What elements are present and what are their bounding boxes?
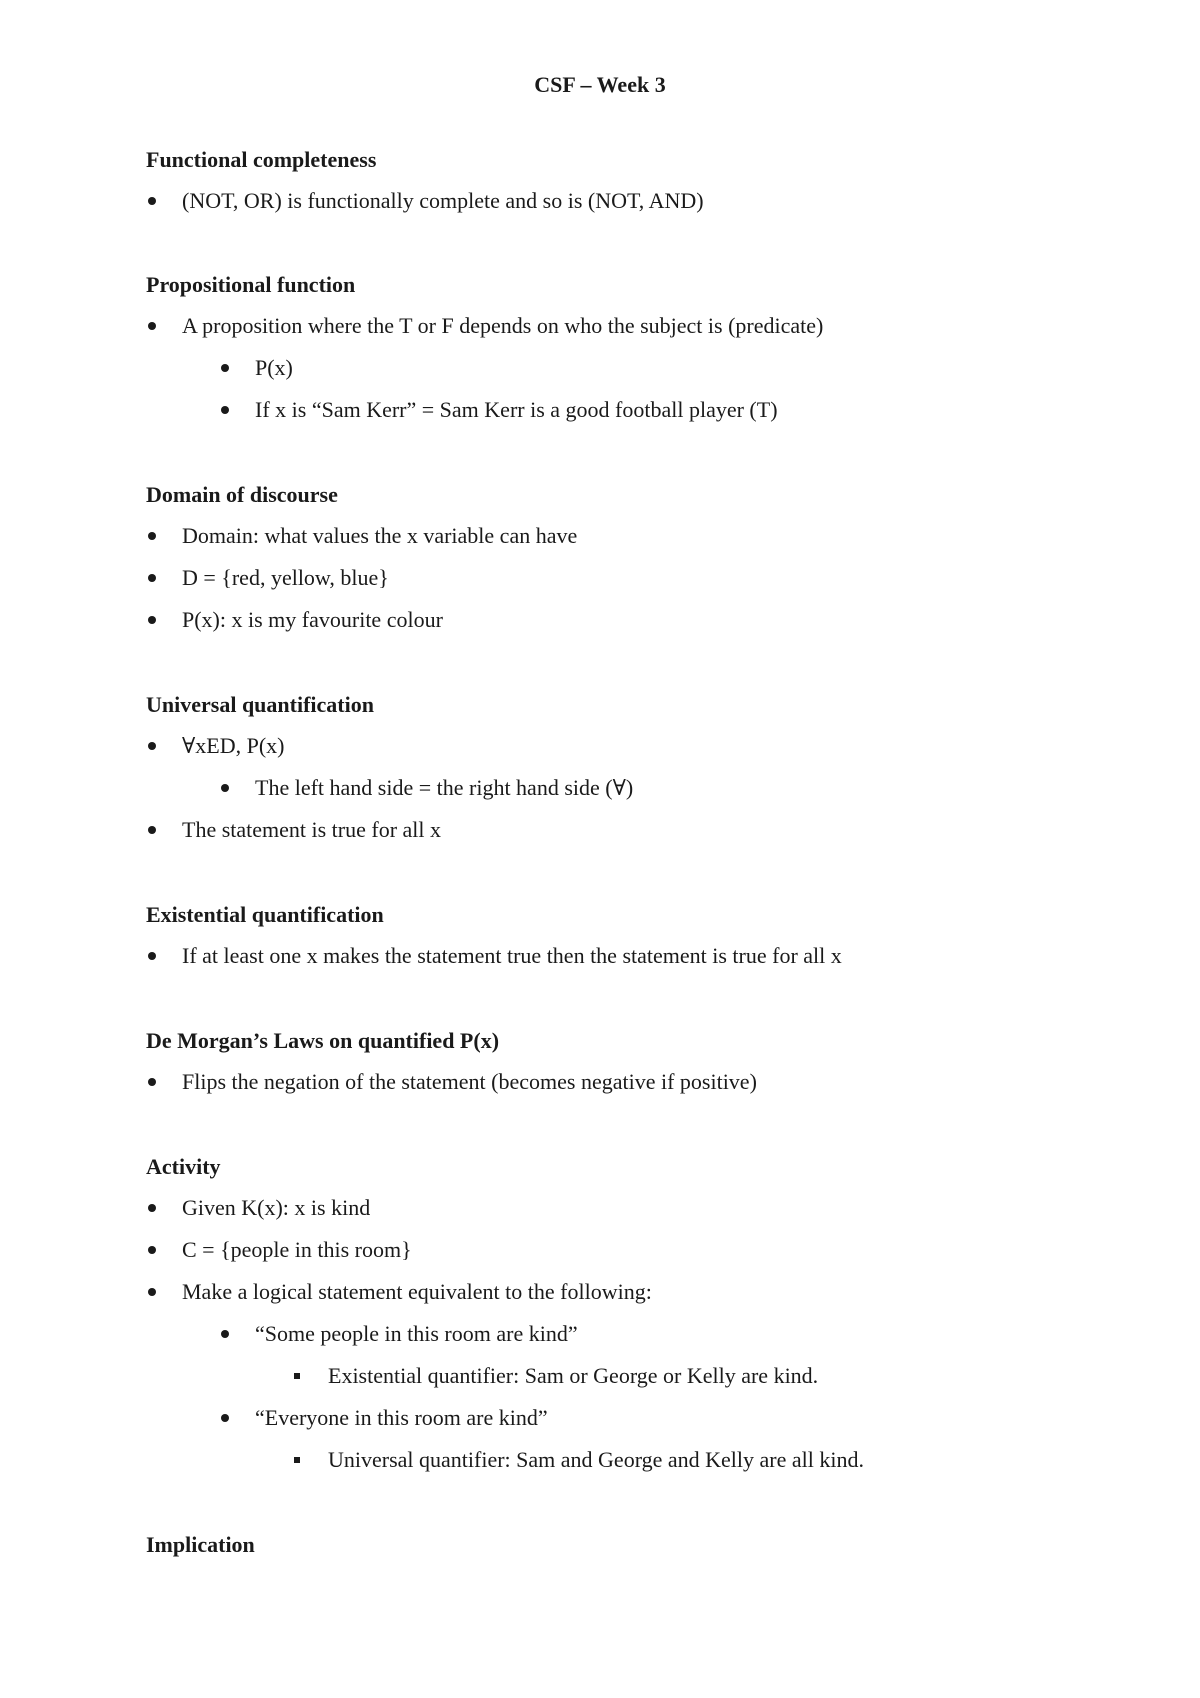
section-domain-of-discourse [146,480,1146,641]
section-functional-completeness [146,145,1146,222]
section-heading: De Morgan’s Laws on quantified P(x) [146,1028,500,1053]
section-heading: Implication [146,1532,255,1557]
bullet-item: Domain: what values the x variable can have [146,515,1146,557]
sub-bullet-item: “Everyone in this room are kind” [146,1397,1146,1439]
bullet-item: Flips the negation of the statement (becomes negative if positive) [146,1061,1146,1103]
bullet-item: ∀xED, P(x) [146,725,1146,767]
bullet-item: A proposition where the T or F depends on who the subject is (predicate) [146,305,1146,347]
section-heading: Existential quantification [146,902,384,927]
section-heading: Universal quantification [146,692,374,717]
section-heading: Functional completeness [146,147,377,172]
bullet-item: Make a logical statement equivalent to the following: [146,1271,1146,1313]
sub-bullet-item: “Some people in this room are kind” [146,1313,1146,1355]
bullet-item: The statement is true for all x [146,809,1146,851]
bullet-item: P(x): x is my favourite colour [146,599,1146,641]
sub-sub-bullet-item: Universal quantifier: Sam and George and Kelly are all kind. [146,1439,1146,1481]
section-propositional-function [146,270,1146,431]
sub-bullet-item: If x is “Sam Kerr” = Sam Kerr is a good football player (T) [146,389,1146,431]
bullet-item: C = {people in this room} [146,1229,1146,1271]
sub-sub-bullet-item: Existential quantifier: Sam or George or Kelly are kind. [146,1355,1146,1397]
section-universal-quantification [146,690,1146,851]
section-heading: Propositional function [146,272,356,297]
sub-bullet-item: P(x) [146,347,1146,389]
page-title: CSF – Week 3 [534,72,666,97]
section-existential-quantification [146,900,1146,977]
section-heading: Activity [146,1154,221,1179]
section-implication [146,1530,1146,1560]
sub-bullet-item: The left hand side = the right hand side (∀) [146,767,1146,809]
bullet-item: If at least one x makes the statement true then the statement is true for all x [146,935,1146,977]
bullet-item: D = {red, yellow, blue} [146,557,1146,599]
section-activity [146,1152,1146,1481]
bullet-item: (NOT, OR) is functionally complete and so is (NOT, AND) [146,180,1146,222]
section-de-morgans-laws [146,1026,1146,1103]
bullet-item: Given K(x): x is kind [146,1187,1146,1229]
section-heading: Domain of discourse [146,482,338,507]
